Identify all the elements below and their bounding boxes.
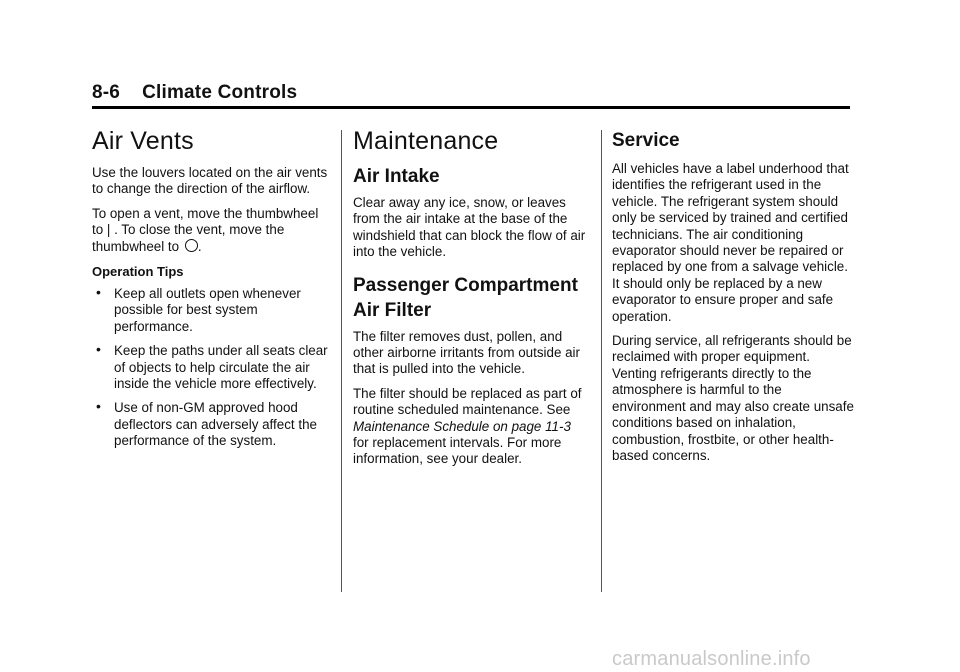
tip-text: Keep all outlets open whenever possible for best system performance. [114, 286, 301, 334]
tip-text: Use of non-GM approved hood deflectors can adversely affect the performance of the system. [114, 400, 317, 449]
page-number: 8-6 [92, 82, 121, 103]
tip-text: Keep the paths under all seats clear of objects to help circulate the air inside the vehicle more effectively. [114, 343, 328, 392]
column-divider [341, 130, 342, 592]
bullet-icon: • [96, 284, 101, 301]
header-rule [92, 106, 850, 109]
column-maintenance [353, 126, 589, 476]
air-filter-replacement [353, 386, 589, 468]
column-service [612, 126, 856, 472]
bullet-icon: • [96, 341, 101, 358]
list-item [92, 286, 328, 335]
vent-closed-circle-icon [185, 239, 198, 252]
instructions-text: To open a vent, move the thumbwheel to | . To close the vent, move the thumbwheel to [92, 205, 319, 254]
maintenance-schedule-link[interactable]: Maintenance Schedule on page 11-3 [353, 418, 571, 434]
section-title: Climate Controls [142, 82, 298, 103]
header-title [92, 82, 852, 104]
watermark: carmanualsonline.info [612, 648, 811, 670]
service-heading: Service [612, 130, 680, 151]
air-filter-heading: Passenger Compartment Air Filter [353, 274, 578, 321]
operation-tips-heading: Operation Tips [92, 264, 184, 280]
operation-tips-list [92, 286, 328, 450]
list-item [92, 400, 328, 449]
instructions-end: . [197, 238, 202, 254]
replacement-text-end: for replacement intervals. For more information, see your dealer. [353, 435, 562, 467]
list-item [92, 343, 328, 392]
air-vents-intro: Use the louvers located on the air vents to change the direction of the airflow. [92, 165, 328, 197]
replacement-text: The filter should be replaced as part of routine scheduled maintenance. See [353, 385, 582, 418]
maintenance-title: Maintenance [353, 127, 499, 155]
column-air-vents [92, 126, 328, 458]
air-vents-title: Air Vents [92, 127, 194, 155]
page-header [92, 82, 852, 104]
air-vents-instructions [92, 206, 328, 255]
air-intake-text: Clear away any ice, snow, or leaves from the air intake at the base of the windshield that can block the flow of air into the vehicle. [353, 195, 586, 260]
column-divider [601, 130, 602, 592]
service-para1: All vehicles have a label underhood that identifies the refrigerant used in the vehicle. The refrigerant system should only be serviced by trained and certified technicians. The air conditioning evaporator should never be repaired or replaced by one from a salvage vehicle. [612, 161, 849, 275]
bullet-icon: • [96, 398, 101, 415]
air-filter-text: The filter removes dust, pollen, and other airborne irritants from outside air that is pulled into the vehicle. [353, 328, 580, 377]
service-para2: During service, all refrigerants should be reclaimed with proper equipment. Venting refrigerants directly to the atmosphere is harmful to the environment and may also create unsafe conditions based on inhalation, combustion, frostbite, or other health-based concerns. [612, 333, 854, 463]
service-para1b: It should only be replaced by a new evaporator to ensure proper and safe operation. [612, 275, 834, 324]
air-intake-heading: Air Intake [353, 166, 440, 187]
